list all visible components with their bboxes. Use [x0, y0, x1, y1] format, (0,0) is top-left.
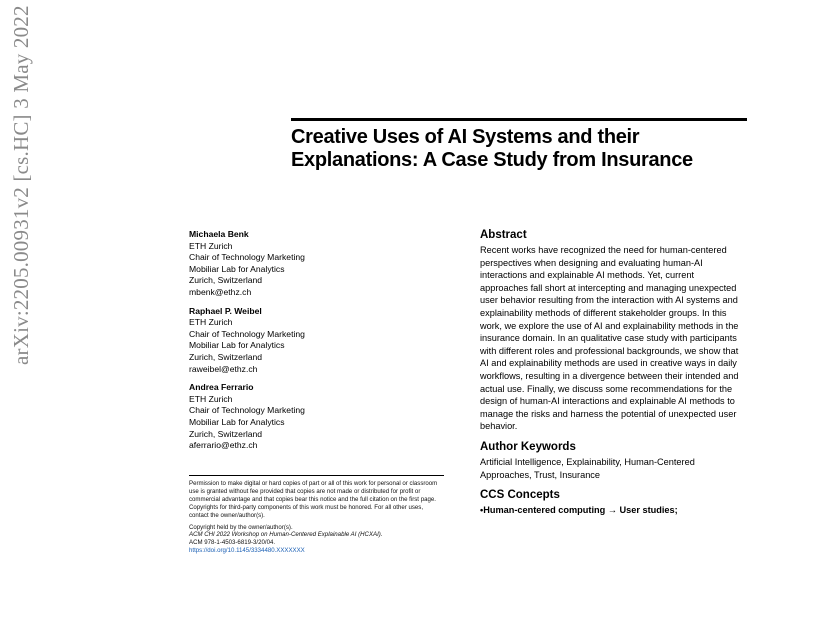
abstract-section [480, 228, 742, 433]
author-affiliation: ETH Zurich [189, 317, 233, 328]
keywords-text: Artificial Intelligence, Explainability, Human-Centered Approaches, Trust, Insurance [480, 456, 695, 480]
copyright-line: Copyright held by the owner/author(s). [189, 523, 293, 531]
author-email: mbenk@ethz.ch [189, 286, 252, 297]
author-affiliation: ETH Zurich [189, 393, 233, 404]
ccs-heading: CCS Concepts [480, 489, 560, 502]
abstract-heading: Abstract [480, 229, 527, 241]
title-rule [291, 118, 747, 121]
paper-title: Creative Uses of AI Systems and their Explanations: A Case Study from Insurance [291, 126, 693, 171]
author-entry [189, 306, 439, 376]
author-location: Zurich, Switzerland [189, 351, 263, 362]
author-affiliation: Chair of Technology Marketing [189, 328, 305, 339]
author-name: Andrea Ferrario [189, 382, 254, 393]
author-affiliation: Chair of Technology Marketing [189, 252, 305, 263]
right-column [480, 228, 742, 524]
author-affiliation: ETH Zurich [189, 240, 233, 251]
ccs-section [480, 488, 742, 517]
author-affiliation: Chair of Technology Marketing [189, 405, 305, 416]
keywords-section [480, 440, 742, 481]
author-entry [189, 229, 439, 299]
author-affiliation: Mobiliar Lab for Analytics [189, 416, 285, 427]
author-email: aferrario@ethz.ch [189, 440, 258, 451]
keywords-heading: Author Keywords [480, 440, 576, 453]
author-email: raweibel@ethz.ch [189, 363, 258, 374]
isbn-line: ACM 978-1-4503-6819-3/20/04. [189, 539, 276, 547]
permission-notice: Permission to make digital or hard copies of part or all of this work for personal or classroom use is granted without fee provided that copies are not made or distributed for profit or commercial advantage and that copies bear this notice and the full citation on the first page. Copyrights for third-party components of this work must be honored. For all other uses, contact the owner/author(s). [189, 480, 438, 519]
author-block [189, 229, 439, 459]
permission-footnote [189, 475, 444, 555]
author-affiliation: Mobiliar Lab for Analytics [189, 340, 285, 351]
author-location: Zurich, Switzerland [189, 275, 263, 286]
arxiv-stamp: arXiv:2205.00931v2 [cs.HC] 3 May 2022 [9, 5, 33, 365]
author-affiliation: Mobiliar Lab for Analytics [189, 263, 285, 274]
ccs-text: •Human-centered computing → User studies; [480, 505, 678, 516]
venue-line: ACM CHI 2022 Workshop on Human-Centered Explainable AI (HCXAI). [189, 531, 383, 539]
author-entry [189, 382, 439, 452]
author-name: Raphael P. Weibel [189, 305, 262, 316]
abstract-text: Recent works have recognized the need for human-centered perspectives when designing and evaluating human-AI interactions and explainable AI methods. Yet, current approaches fall short at intercepting and managing unexpected user behavior resulting from the interaction with AI systems and explainability methods of different stakeholder groups. In this work, we explore the use of AI and explainability methods in the insurance domain. In an qualitative case study with participants with different roles and professional backgrounds, we show that AI and explainability methods are used in creative ways in daily workflows, resulting in a divergence between their intended and actual use. Finally, we discuss some recommendations for the design of human-AI interactions and explainable AI methods to manage the risks and harness the potential of unexpected user behavior. [480, 245, 739, 432]
author-location: Zurich, Switzerland [189, 428, 263, 439]
author-name: Michaela Benk [189, 229, 249, 239]
doi-link[interactable]: https://doi.org/10.1145/3334480.XXXXXXX [189, 547, 305, 555]
